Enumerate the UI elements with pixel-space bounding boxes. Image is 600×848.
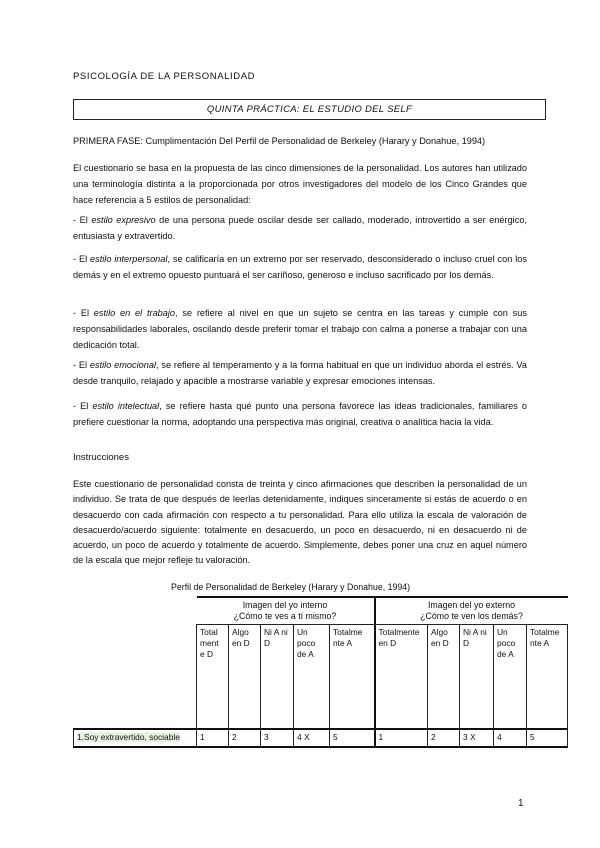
course-title: PSICOLOGÍA DE LA PERSONALIDAD (73, 71, 256, 82)
empty-corner (74, 625, 197, 729)
style-prefix: - El (73, 215, 92, 225)
profile-table (73, 596, 568, 748)
intro-paragraph: El cuestionario se basa en la propuesta de las cinco dimensiones de la personalidad. Los autores han utilizado una terminología distinta a la proporcionada por otros investigadores del modelo de los Cinco Grandes que hace referencia a 5 estilos de personalidad: (73, 163, 527, 205)
style-prefix: - El (73, 401, 93, 411)
scale-header: Ni A ni D (261, 625, 294, 729)
instructions-paragraph: Este cuestionario de personalidad consta de treinta y cinco afirmaciones que describen la personalidad de un individuo. Se trata de que después de leerlas detenidamente, indiques sinceramente si estás de acuerdo o en desacuerdo con cada afirmación con respecto a tu personalidad. Para ello utiliza la escala de valoración de desacuerdo/acuerdo siguiente: totalmente en desacuerdo, un poco en desacuerdo, ni en desacuerdo ni de acuerdo, un poco de acuerdo y totalmente de acuerdo. Simplemente, debes poner una cruz en aquel número de la escala que mejor refleje tu valoración. (73, 479, 527, 566)
scale-header: Un poco de A (494, 625, 527, 729)
rating-cell[interactable]: 2 (428, 729, 460, 747)
style-term: estilo interpersonal (90, 254, 168, 264)
item-statement: 1.Soy extravertido, sociable (77, 731, 180, 742)
practice-title-box (73, 99, 546, 120)
practice-title: QUINTA PRÁCTICA: EL ESTUDIO DEL SELF (206, 104, 413, 115)
style-prefix: - El (73, 254, 90, 264)
rating-cell[interactable]: 5 (527, 729, 568, 747)
item-statement-cell (74, 729, 197, 747)
scale-header: Totalmente en D (375, 625, 428, 729)
style-item-emocional (73, 357, 527, 389)
style-term: estilo en el trabajo (93, 308, 176, 318)
scale-header: Un poco de A (294, 625, 330, 729)
style-text: de una persona puede oscilar desde ser callado, moderado, introvertido a ser enérgico, entusiasta y extravertido. (73, 215, 527, 241)
style-item-expresivo (73, 212, 527, 244)
group-question: ¿Cómo te ven los demás? (420, 611, 523, 621)
scale-header: Algo en D (428, 625, 460, 729)
external-image-group (375, 597, 568, 625)
style-item-interpersonal (73, 251, 527, 283)
rating-cell[interactable]: 5 (330, 729, 375, 747)
group-question: ¿Cómo te ves a tí mismo? (233, 611, 337, 621)
style-text: , se calificaría en un extremo por ser reservado, desconsiderado o incluso cruel con los demás y en el extremo opuesto puntuará el ser cariñoso, generoso e incluso sacrificado por los demás. (73, 254, 527, 280)
rating-cell[interactable]: 3 (261, 729, 294, 747)
style-prefix: - El (73, 360, 90, 370)
rating-cell[interactable]: 4 X (294, 729, 330, 747)
scale-header: Algo en D (229, 625, 261, 729)
instructions-heading: Instrucciones (73, 452, 129, 463)
internal-image-group (197, 597, 375, 625)
style-text: , se refiere al temperamento y a la forma habitual en que un individuo aborda el estrés. Va desde tranquilo, relajado y apacible a mostrarse variable y expresar emociones intensas. (73, 360, 527, 386)
group-header-row (74, 597, 568, 625)
style-text: , se refiere al nivel en que un sujeto se centra en las tareas y cumple con sus responsabilidades laborales, oscilando desde preferir tomar el trabajo con calma a ponerse a trabajar con una dedicación total. (73, 308, 527, 350)
table-caption: Perfil de Personalidad de Berkeley (Harary y Donahue, 1994) (171, 582, 411, 592)
rating-cell[interactable]: 4 (494, 729, 527, 747)
style-text: , se refiere hasta qué punto una persona favorece las ideas tradicionales, familiares o prefiere cuestionar la norma, adoptando una perspectiva más original, creativa o analítica hacia la vida. (73, 401, 528, 427)
scale-header-row (74, 625, 568, 729)
style-term: estilo expresivo (91, 215, 156, 225)
page-number: 1 (518, 798, 524, 809)
scale-header: Total ment e D (197, 625, 229, 729)
style-term: estilo intelectual (92, 401, 160, 411)
table-row (74, 729, 568, 747)
rating-cell[interactable]: 1 (197, 729, 229, 747)
scale-header: Totalme nte A (330, 625, 375, 729)
style-term: estilo emocional (89, 360, 156, 370)
scale-header: Ni A ni D (460, 625, 494, 729)
rating-cell[interactable]: 3 X (460, 729, 494, 747)
style-prefix: - El (73, 308, 94, 318)
phase-heading: PRIMERA FASE: Cumplimentación Del Perfil de Personalidad de Berkeley (Harary y Donahue, 1994) (73, 136, 486, 146)
empty-corner (74, 597, 197, 625)
group-title: Imagen del yo externo (427, 600, 516, 610)
scale-header: Totalme nte A (527, 625, 568, 729)
rating-cell[interactable]: 1 (375, 729, 428, 747)
rating-cell[interactable]: 2 (229, 729, 261, 747)
style-item-intelectual (73, 398, 527, 430)
style-item-trabajo (73, 305, 527, 353)
group-title: Imagen del yo interno (242, 600, 328, 610)
